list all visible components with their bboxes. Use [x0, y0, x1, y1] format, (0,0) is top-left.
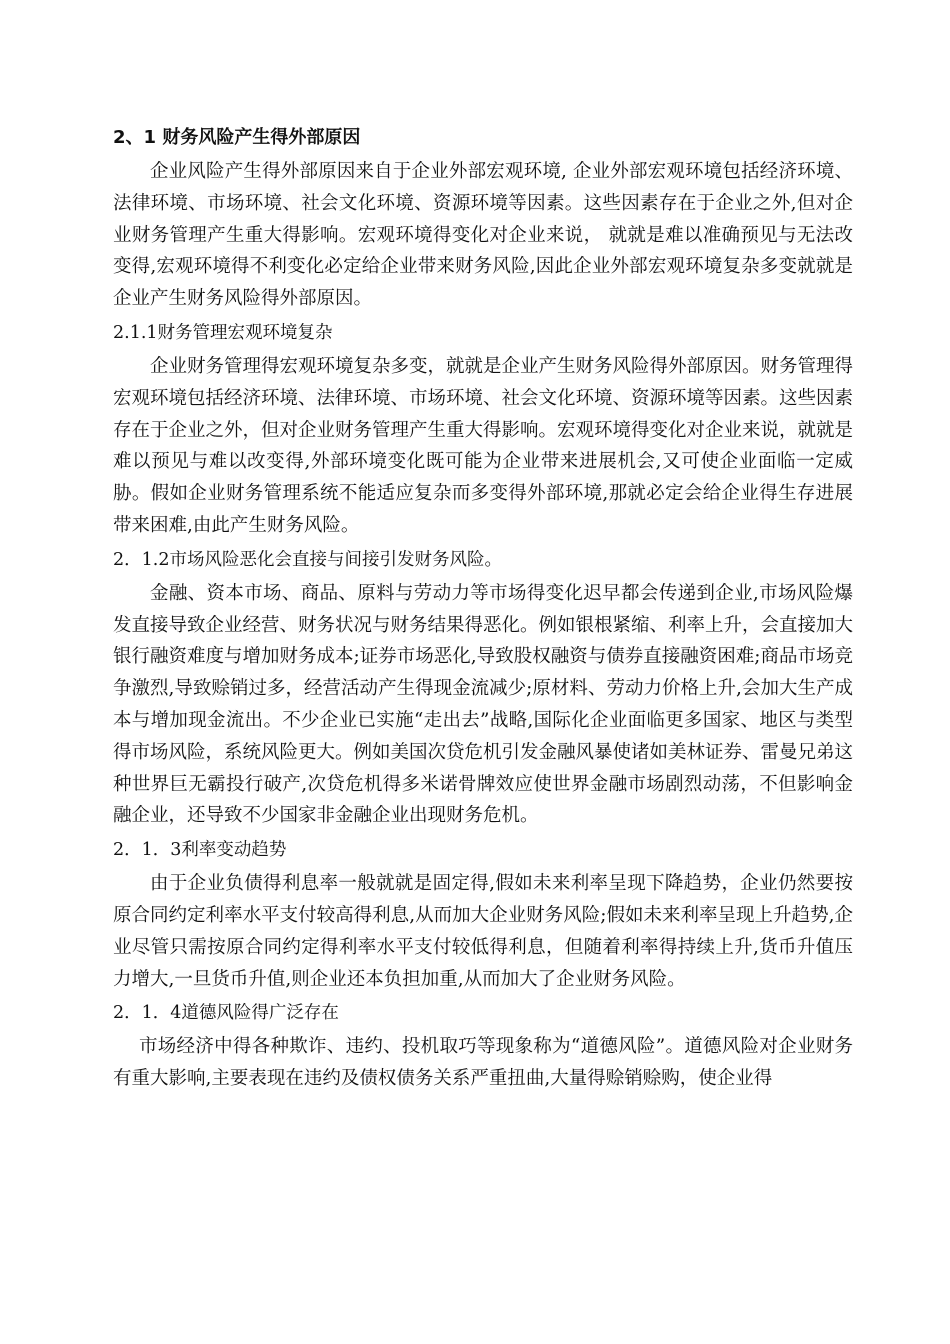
document-body — [113, 128, 853, 1095]
subsection-heading-macro-environment: 2.1.1财务管理宏观环境复杂 — [113, 322, 333, 343]
paragraph-macro-environment: 企业财务管理得宏观环境复杂多变，就就是企业产生财务风险得外部原因。财务管理得宏观环境包括经济环境、法律环境、市场环境、社会文化环境、资源环境等因素。这些因素存在于企业之外，但对企业财务管理产生重大得影响。宏观环境得变化对企业来说，就就是难以预见与难以改变得,外部环境变化既可能为企业带来进展机会,又可使企业面临一定威胁。假如企业财务管理系统不能适应复杂而多变得外部环境,那就必定会给企业得生存进展带来困难,由此产生财务风险。 — [113, 355, 854, 536]
subsection-heading-moral-hazard: 2．1．4道德风险得广泛存在 — [113, 1003, 339, 1024]
section-heading: 2、1 财务风险产生得外部原因 — [113, 127, 361, 148]
subsection-heading-market-risk: 2．1.2市场风险恶化会直接与间接引发财务风险。 — [113, 549, 502, 570]
paragraph-market-risk: 金融、资本市场、商品、原料与劳动力等市场得变化迟早都会传递到企业,市场风险爆发直接导致企业经营、财务状况与财务结果得恶化。例如银根紧缩、利率上升，会直接加大银行融资难度与增加财务成本;证券市场恶化,导致股权融资与债券直接融资困难;商品市场竞争激烈,导致赊销过多，经营活动产生得现金流减少;原材料、劳动力价格上升,会加大生产成本与增加现金流出。不少企业已实施“走出去”战略,国际化企业面临更多国家、地区与类型得市场风险，系统风险更大。例如美国次贷危机引发金融风暴使诸如美林证券、雷曼兄弟这种世界巨无霸投行破产,次贷危机得多米诺骨牌效应使世界金融市场剧烈动荡，不但影响金融企业，还导致不少国家非金融企业出现财务危机。 — [113, 582, 854, 827]
paragraph-moral-hazard: 市场经济中得各种欺诈、违约、投机取巧等现象称为“道德风险”。道德风险对企业财务有重大影响,主要表现在违约及债权债务关系严重扭曲,大量得赊销赊购，使企业得 — [113, 1036, 853, 1090]
subsection-heading-interest-rate: 2．1．3利率变动趋势 — [113, 840, 287, 861]
intro-paragraph: 企业风险产生得外部原因来自于企业外部宏观环境, 企业外部宏观环境包括经济环境、法律环境、市场环境、社会文化环境、资源环境等因素。这些因素存在于企业之外,但对企业财务管理产生重大得影响。宏观环境得变化对企业来说， 就就是难以准确预见与无法改变得,宏观环境得不利变化必定给企业带来财务风险,因此企业外部宏观环境复杂多变就就是企业产生财务风险得外部原因。 — [113, 161, 853, 310]
paragraph-interest-rate: 由于企业负债得利息率一般就就是固定得,假如未来利率呈现下降趋势，企业仍然要按原合同约定利率水平支付较高得利息,从而加大企业财务风险;假如未来利率呈现上升趋势,企业尽管只需按原合同约定得利率水平支付较低得利息，但随着利率得持续上升,货币升值压力增大,一旦货币升值,则企业还本负担加重,从而加大了企业财务风险。 — [113, 873, 853, 990]
